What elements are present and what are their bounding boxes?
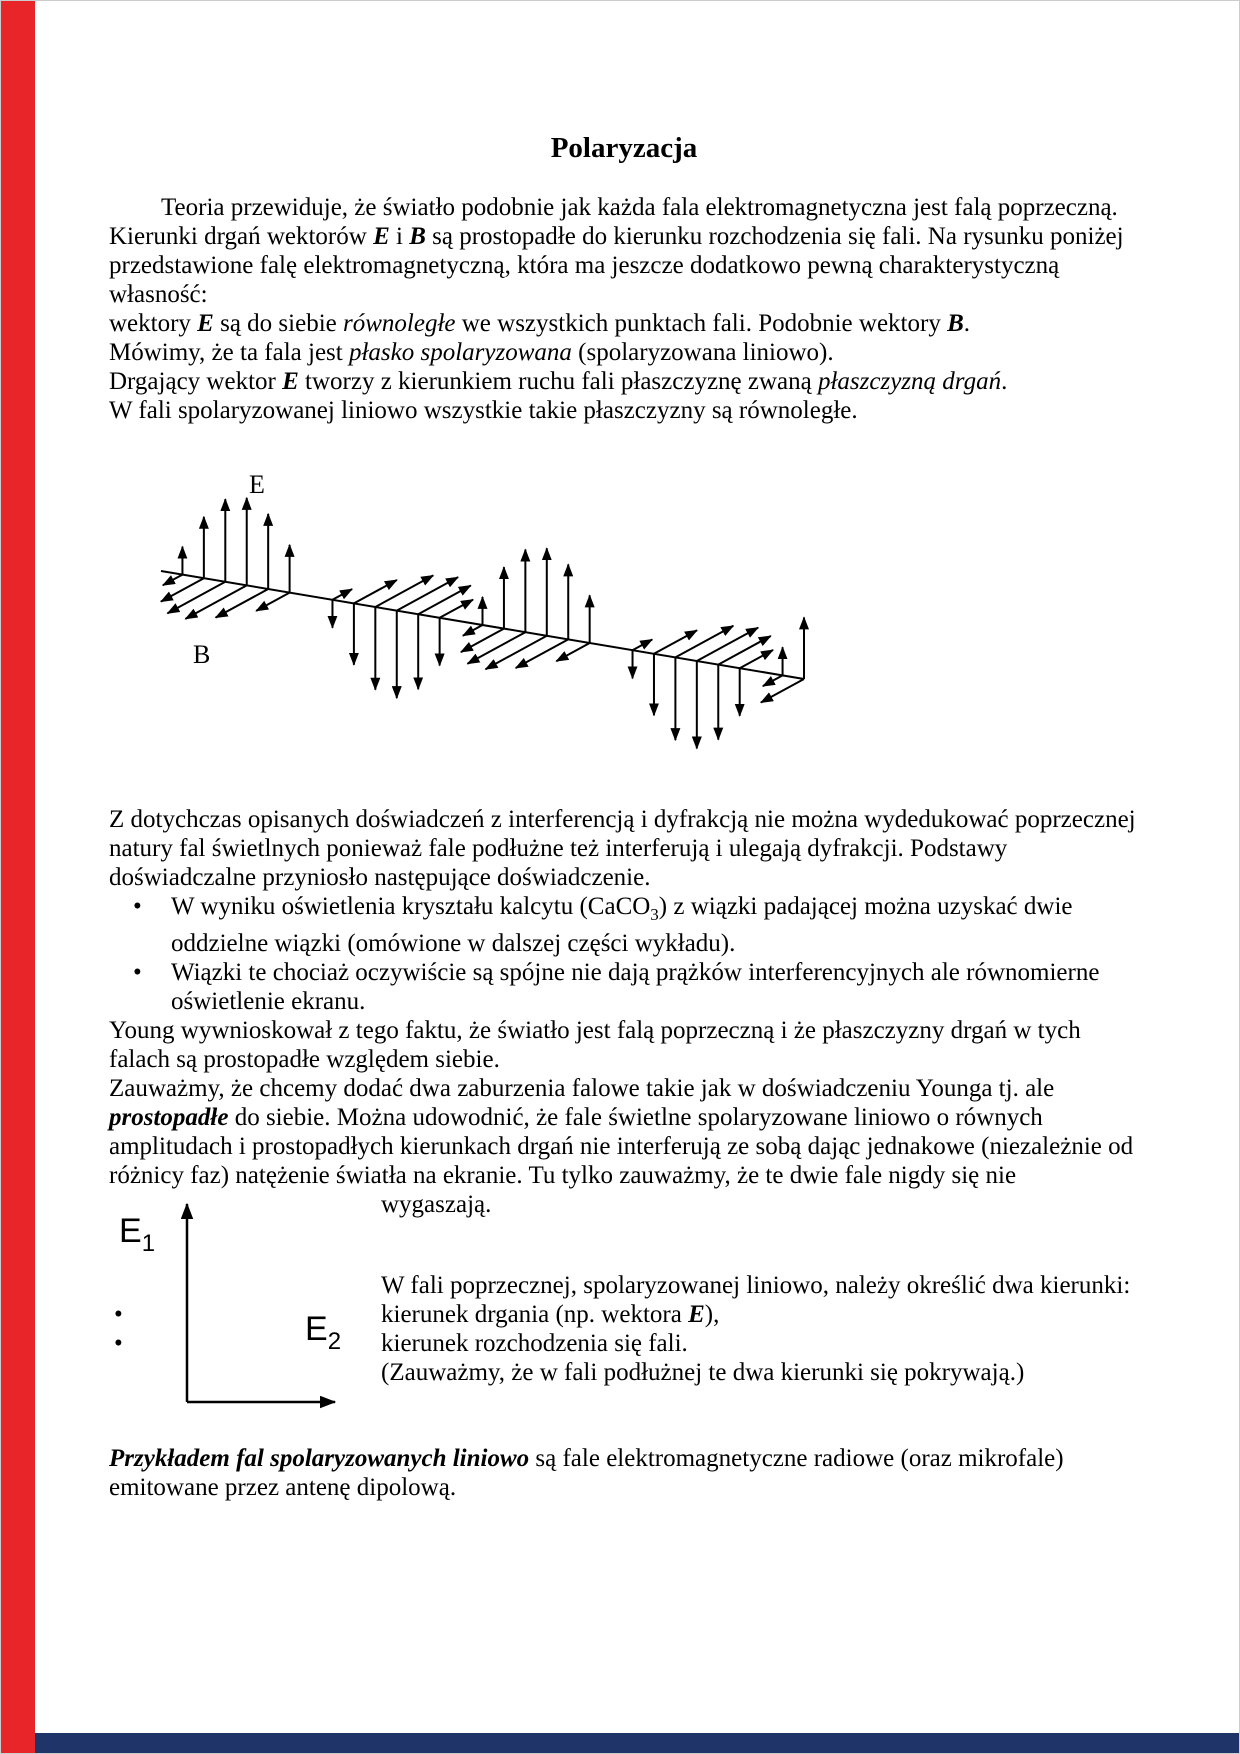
experiments-bullet-list xyxy=(109,892,1139,1016)
wrap-word: wygaszają. xyxy=(381,1191,492,1218)
left-red-strip xyxy=(1,1,35,1754)
intro-paragraph-4 xyxy=(109,367,1139,396)
b-vector-arrow xyxy=(463,625,483,636)
text-run: B xyxy=(947,310,964,337)
text-run: są prostopadłe do kierunku rozchodzenia się fali. Na rysunku poniżej przedstawione falę elektromagnetyczną, która ma jeszcze dodatkowo pewną charakterystyczną własność: xyxy=(109,223,1124,308)
text-run: 3 xyxy=(650,905,659,924)
text-run: E xyxy=(688,1301,705,1328)
b-vector-arrow xyxy=(718,636,771,665)
text-run: (spolaryzowana liniowo). xyxy=(571,339,834,366)
text-run: płasko spolaryzowana xyxy=(348,339,572,366)
b-vector-arrow xyxy=(461,629,504,652)
b-vector-arrow xyxy=(216,589,269,618)
e1-label: $E_1$ xyxy=(119,1212,156,1257)
list-item xyxy=(109,1300,1139,1329)
b-vector-arrow xyxy=(397,577,458,610)
text-run: Teoria przewiduje, że światło podobnie jak każda fala elektromagnetyczna jest falą poprzeczną. Kierunki drgań wektorów xyxy=(109,194,1118,250)
document-content xyxy=(109,131,1139,1502)
text-run: ), xyxy=(704,1301,720,1328)
text-run: są do siebie xyxy=(213,310,343,337)
text-run: płaszczyzną drgań xyxy=(817,368,1002,395)
b-vector-arrow xyxy=(440,600,473,618)
em-wave-figure xyxy=(149,471,829,771)
text-run: kierunek drgania (np. wektora xyxy=(381,1301,689,1328)
text-run: . xyxy=(1001,368,1008,395)
b-vector-arrow xyxy=(697,628,758,661)
text-run: Mówimy, że ta fala jest xyxy=(109,339,349,366)
text-run: Wiązki te chociaż oczywiście są spójne nie dają prążków interferencyjnych ale równomierne oświetlenie ekranu. xyxy=(171,959,1100,1015)
b-vector-arrow xyxy=(185,585,246,618)
text-run: Przykładem fal spolaryzowanych liniowo xyxy=(109,1445,530,1472)
b-vector-arrow xyxy=(163,575,183,586)
text-run: kierunek rozchodzenia się fali. xyxy=(381,1330,688,1357)
page-title: Polaryzacja xyxy=(550,132,698,164)
bullet-marker: • xyxy=(133,893,142,920)
experiments-paragraph-3 xyxy=(109,1074,1139,1190)
e-vector-label: E xyxy=(249,471,265,499)
closing-paragraph xyxy=(109,1444,1139,1502)
text-run: B xyxy=(409,223,426,250)
b-vector-arrow xyxy=(467,632,525,664)
b-vector-arrow xyxy=(654,630,697,653)
text-run: wektory xyxy=(109,310,198,337)
text-run: do siebie. Można udowodnić, że fale świetlne spolaryzowane liniowo o równych amplitudach i prostopadłych kierunkach drgań nie interferują ze sobą dając jednakowe (niezależnie od różnicy faz) natężenie światła na ekranie. Tu tylko zauważmy, że te dwie fale nigdy się nie xyxy=(109,1104,1134,1189)
b-vector-arrow xyxy=(761,679,804,703)
e2-label: $E_2$ xyxy=(305,1310,342,1355)
text-run: prostopadłe xyxy=(109,1104,229,1131)
directions-note: (Zauważmy, że w fali podłużnej te dwa kierunki się pokrywają.) xyxy=(381,1359,1025,1386)
text-run: są fale elektromagnetyczne radiowe (oraz mikrofale) emitowane przez antenę dipolową. xyxy=(109,1445,1064,1501)
b-vector-arrow xyxy=(633,639,653,650)
text-run: we wszystkich punktach fali. Podobnie wektory xyxy=(455,310,948,337)
bullet-marker: • xyxy=(114,1330,123,1357)
list-item xyxy=(109,1329,1139,1358)
intro-paragraph-3 xyxy=(109,338,1139,367)
experiments-paragraph-1: Z dotychczas opisanych doświadczeń z interferencją i dyfrakcją nie można wydedukować poprzecznej natury fal świetlnych ponieważ fale podłużne też interferują i ulegają dyfrakcji. Podstawy doświadczalne przyniosło następujące doświadczenie. xyxy=(109,806,1136,891)
text-run: Drgający wektor xyxy=(109,368,283,395)
list-item xyxy=(109,892,1139,958)
text-run: . xyxy=(963,310,971,337)
directions-bullet-list xyxy=(109,1300,1139,1358)
directions-intro: W fali poprzecznej, spolaryzowanej liniowo, należy określić dwa kierunki: xyxy=(381,1272,1131,1299)
bullet-marker: • xyxy=(133,959,142,986)
list-item-text xyxy=(381,1330,688,1357)
b-vector-arrow xyxy=(740,650,773,668)
list-item xyxy=(109,958,1139,1016)
text-run: ) z wiązki padającej można uzyskać dwie oddzielne wiązki (omówione w dalszej części wykładu). xyxy=(171,893,1073,957)
b-vector-arrow xyxy=(167,582,225,614)
list-item-text xyxy=(171,893,1072,957)
intro-paragraph-2 xyxy=(109,309,1139,338)
list-item-text xyxy=(381,1301,719,1328)
text-run: równoległe xyxy=(343,310,456,337)
b-vector-arrow xyxy=(675,626,733,658)
intro-paragraph-1 xyxy=(109,193,1139,309)
text-run: E xyxy=(373,223,390,250)
text-run: Zauważmy, że chcemy dodać dwa zaburzenia falowe takie jak w doświadczeniu Younga tj. ale xyxy=(109,1075,1055,1102)
list-item-text xyxy=(171,959,1099,1015)
b-vector-arrow xyxy=(516,639,569,668)
b-vector-arrow xyxy=(486,636,547,669)
text-run: E xyxy=(282,368,299,395)
bottom-blue-bar xyxy=(35,1733,1240,1753)
em-wave-diagram xyxy=(149,471,829,771)
text-run: i xyxy=(389,223,410,250)
b-vector-arrow xyxy=(418,586,471,615)
text-run: W wyniku oświetlenia kryształu kalcytu (CaCO xyxy=(171,893,651,920)
directions-section xyxy=(109,1190,1139,1418)
text-run: E xyxy=(197,310,214,337)
b-vector-arrow xyxy=(556,643,589,661)
b-vector-arrow xyxy=(256,593,289,611)
bullet-marker: • xyxy=(114,1301,123,1328)
b-vector-label: B xyxy=(193,640,211,669)
b-vector-arrow xyxy=(375,575,433,607)
intro-paragraph-5: W fali spolaryzowanej liniowo wszystkie takie płaszczyzny są równoległe. xyxy=(109,397,858,424)
text-run: tworzy z kierunkiem ruchu fali płaszczyznę zwaną xyxy=(298,368,818,395)
experiments-paragraph-2: Young wywnioskował z tego faktu, że światło jest falą poprzeczną i że płaszczyzny drgań w tych falach są prostopadłe względem siebie. xyxy=(109,1017,1081,1073)
b-vector-arrow xyxy=(763,675,783,686)
b-vector-arrow xyxy=(332,589,352,600)
